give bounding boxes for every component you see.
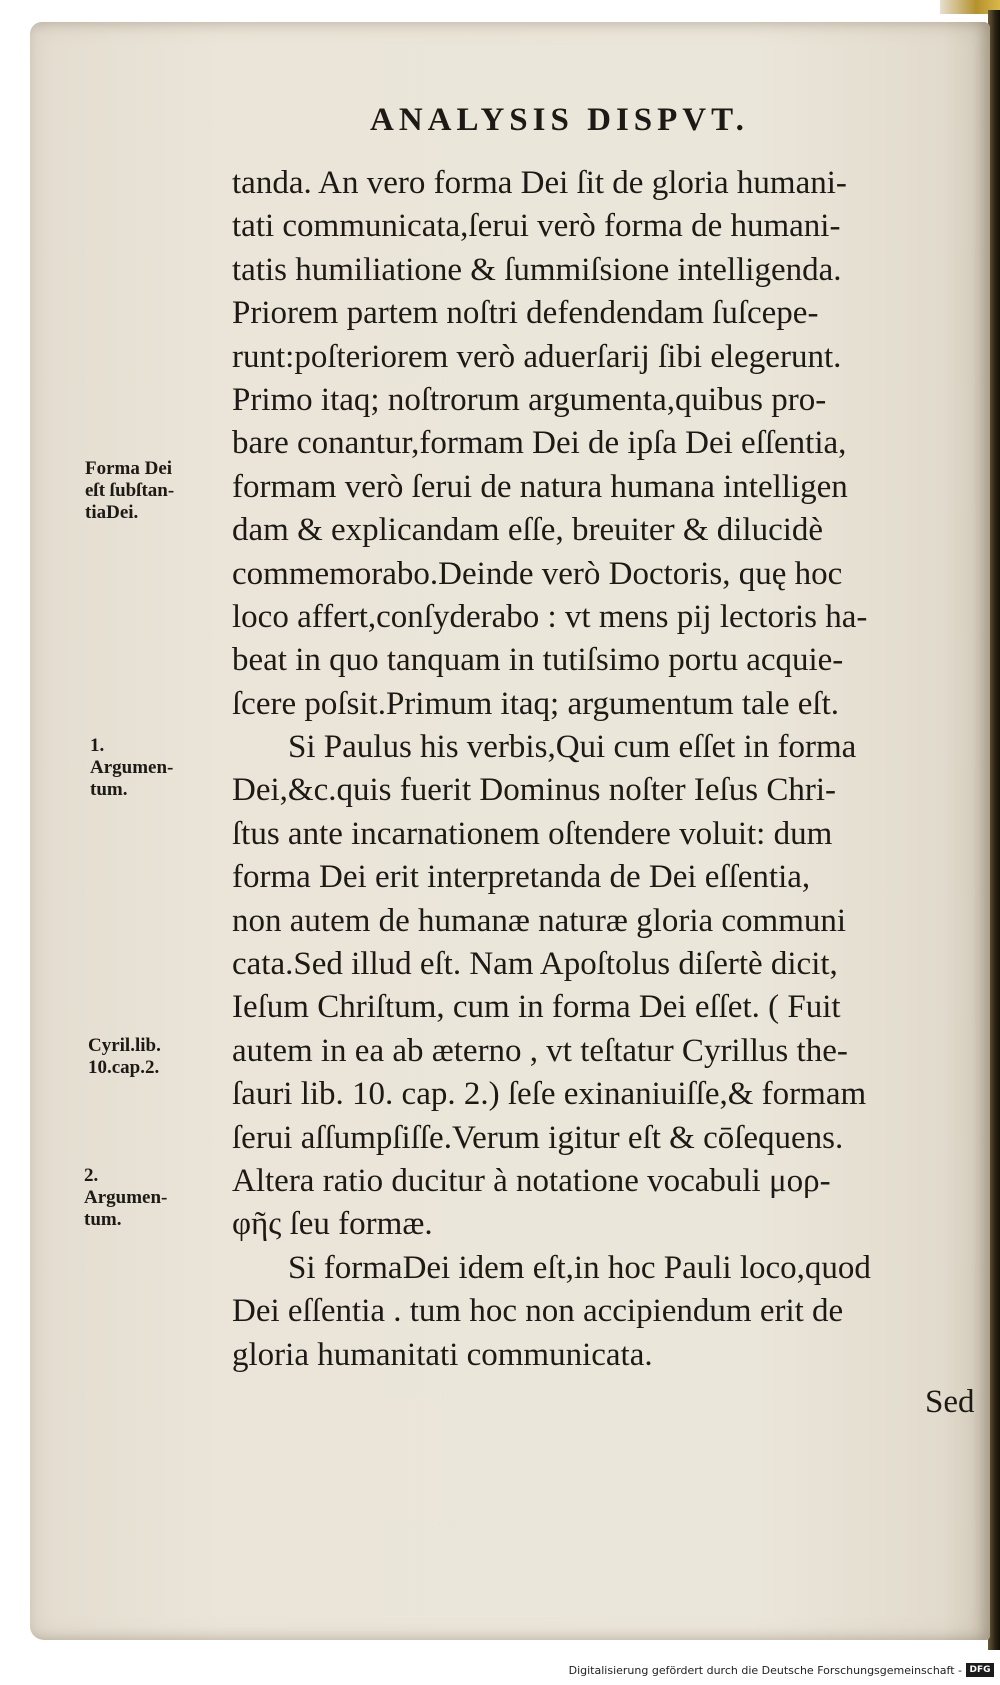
text-line: commemorabo.Deinde verò Doctoris, quę hoc xyxy=(232,555,843,592)
text-line: cata.Sed illud eſt. Nam Apoſtolus diſertè dicit, xyxy=(232,946,838,983)
text-line: ſerui aſſumpſiſſe.Verum igitur eſt & cōſequens. xyxy=(232,1119,844,1156)
text-line: gloria humanitati communicata. xyxy=(232,1336,653,1373)
text-line: Si formaDei idem eſt,in hoc Pauli loco,quod xyxy=(288,1249,871,1286)
catchword: Sed xyxy=(925,1384,975,1420)
text-line: ſcere poſsit.Primum itaq; argumentum tale eſt. xyxy=(232,685,840,722)
text-line: ſtus ante incarnationem oſtendere voluit: dum xyxy=(232,815,833,852)
text-line: φῆς ſeu formæ. xyxy=(232,1206,433,1243)
marginal-note-cyril: Cyril.lib. 10.cap.2. xyxy=(88,1035,161,1078)
text-line: runt:poſteriorem verò aduerſarij ſibi elegerunt. xyxy=(232,338,842,375)
body-text xyxy=(232,162,987,1377)
text-line: tanda. An vero forma Dei ſit de gloria humani- xyxy=(232,165,847,201)
text-line: Primo itaq; noſtrorum argumenta,quibus pro- xyxy=(232,381,827,418)
text-line: beat in quo tanquam in tutiſsimo portu acquie- xyxy=(232,642,844,679)
text-line: bare conantur,formam Dei de ipſa Dei eſſentia, xyxy=(232,425,847,462)
text-line: Priorem partem noſtri defendendam ſuſcepe- xyxy=(232,295,819,332)
marginal-note-forma-dei: Forma Dei eſt ſubſtan- tiaDei. xyxy=(85,458,175,523)
text-line: Si Paulus his verbis,Qui cum eſſet in forma xyxy=(288,729,857,766)
text-line: non autem de humanæ naturæ gloria communi xyxy=(232,902,847,939)
footer-bar xyxy=(0,1660,1000,1685)
text-line: tatis humiliatione & ſummiſsione intelligenda. xyxy=(232,251,842,288)
dfg-logo: DFG xyxy=(966,1663,994,1677)
text-line: forma Dei erit interpretanda de Dei eſſentia, xyxy=(232,859,811,896)
text-line: dam & explicandam eſſe, breuiter & dilucidè xyxy=(232,512,824,549)
text-line: formam verò ſerui de natura humana intelligen xyxy=(232,468,848,505)
text-line: Dei eſſentia . tum hoc non accipiendum erit de xyxy=(232,1293,844,1330)
text-line: loco affert,conſyderabo : vt mens pij lectoris ha- xyxy=(232,598,868,635)
text-line: Ieſum Chriſtum, cum in forma Dei eſſet. ( Fuit xyxy=(232,989,841,1026)
text-line: Dei,&c.quis fuerit Dominus noſter Ieſus Chri- xyxy=(232,772,836,809)
marginal-note-argumentum-2: 2. Argumen- tum. xyxy=(84,1165,168,1230)
footer-credit: Digitalisierung gefördert durch die Deutsche Forschungsgemeinschaft - xyxy=(568,1664,962,1677)
text-line: tati communicata,ſerui verò forma de humani- xyxy=(232,208,841,245)
text-line: autem in ea ab æterno , vt teſtatur Cyrillus the- xyxy=(232,1032,848,1069)
running-head: ANALYSIS DISPVT. xyxy=(370,102,749,138)
text-line: Altera ratio ducitur à notatione vocabuli μορ- xyxy=(232,1162,831,1199)
text-line: ſauri lib. 10. cap. 2.) ſeſe exinaniuiſſe,& formam xyxy=(232,1076,867,1113)
marginal-note-argumentum-1: 1. Argumen- tum. xyxy=(90,735,174,800)
